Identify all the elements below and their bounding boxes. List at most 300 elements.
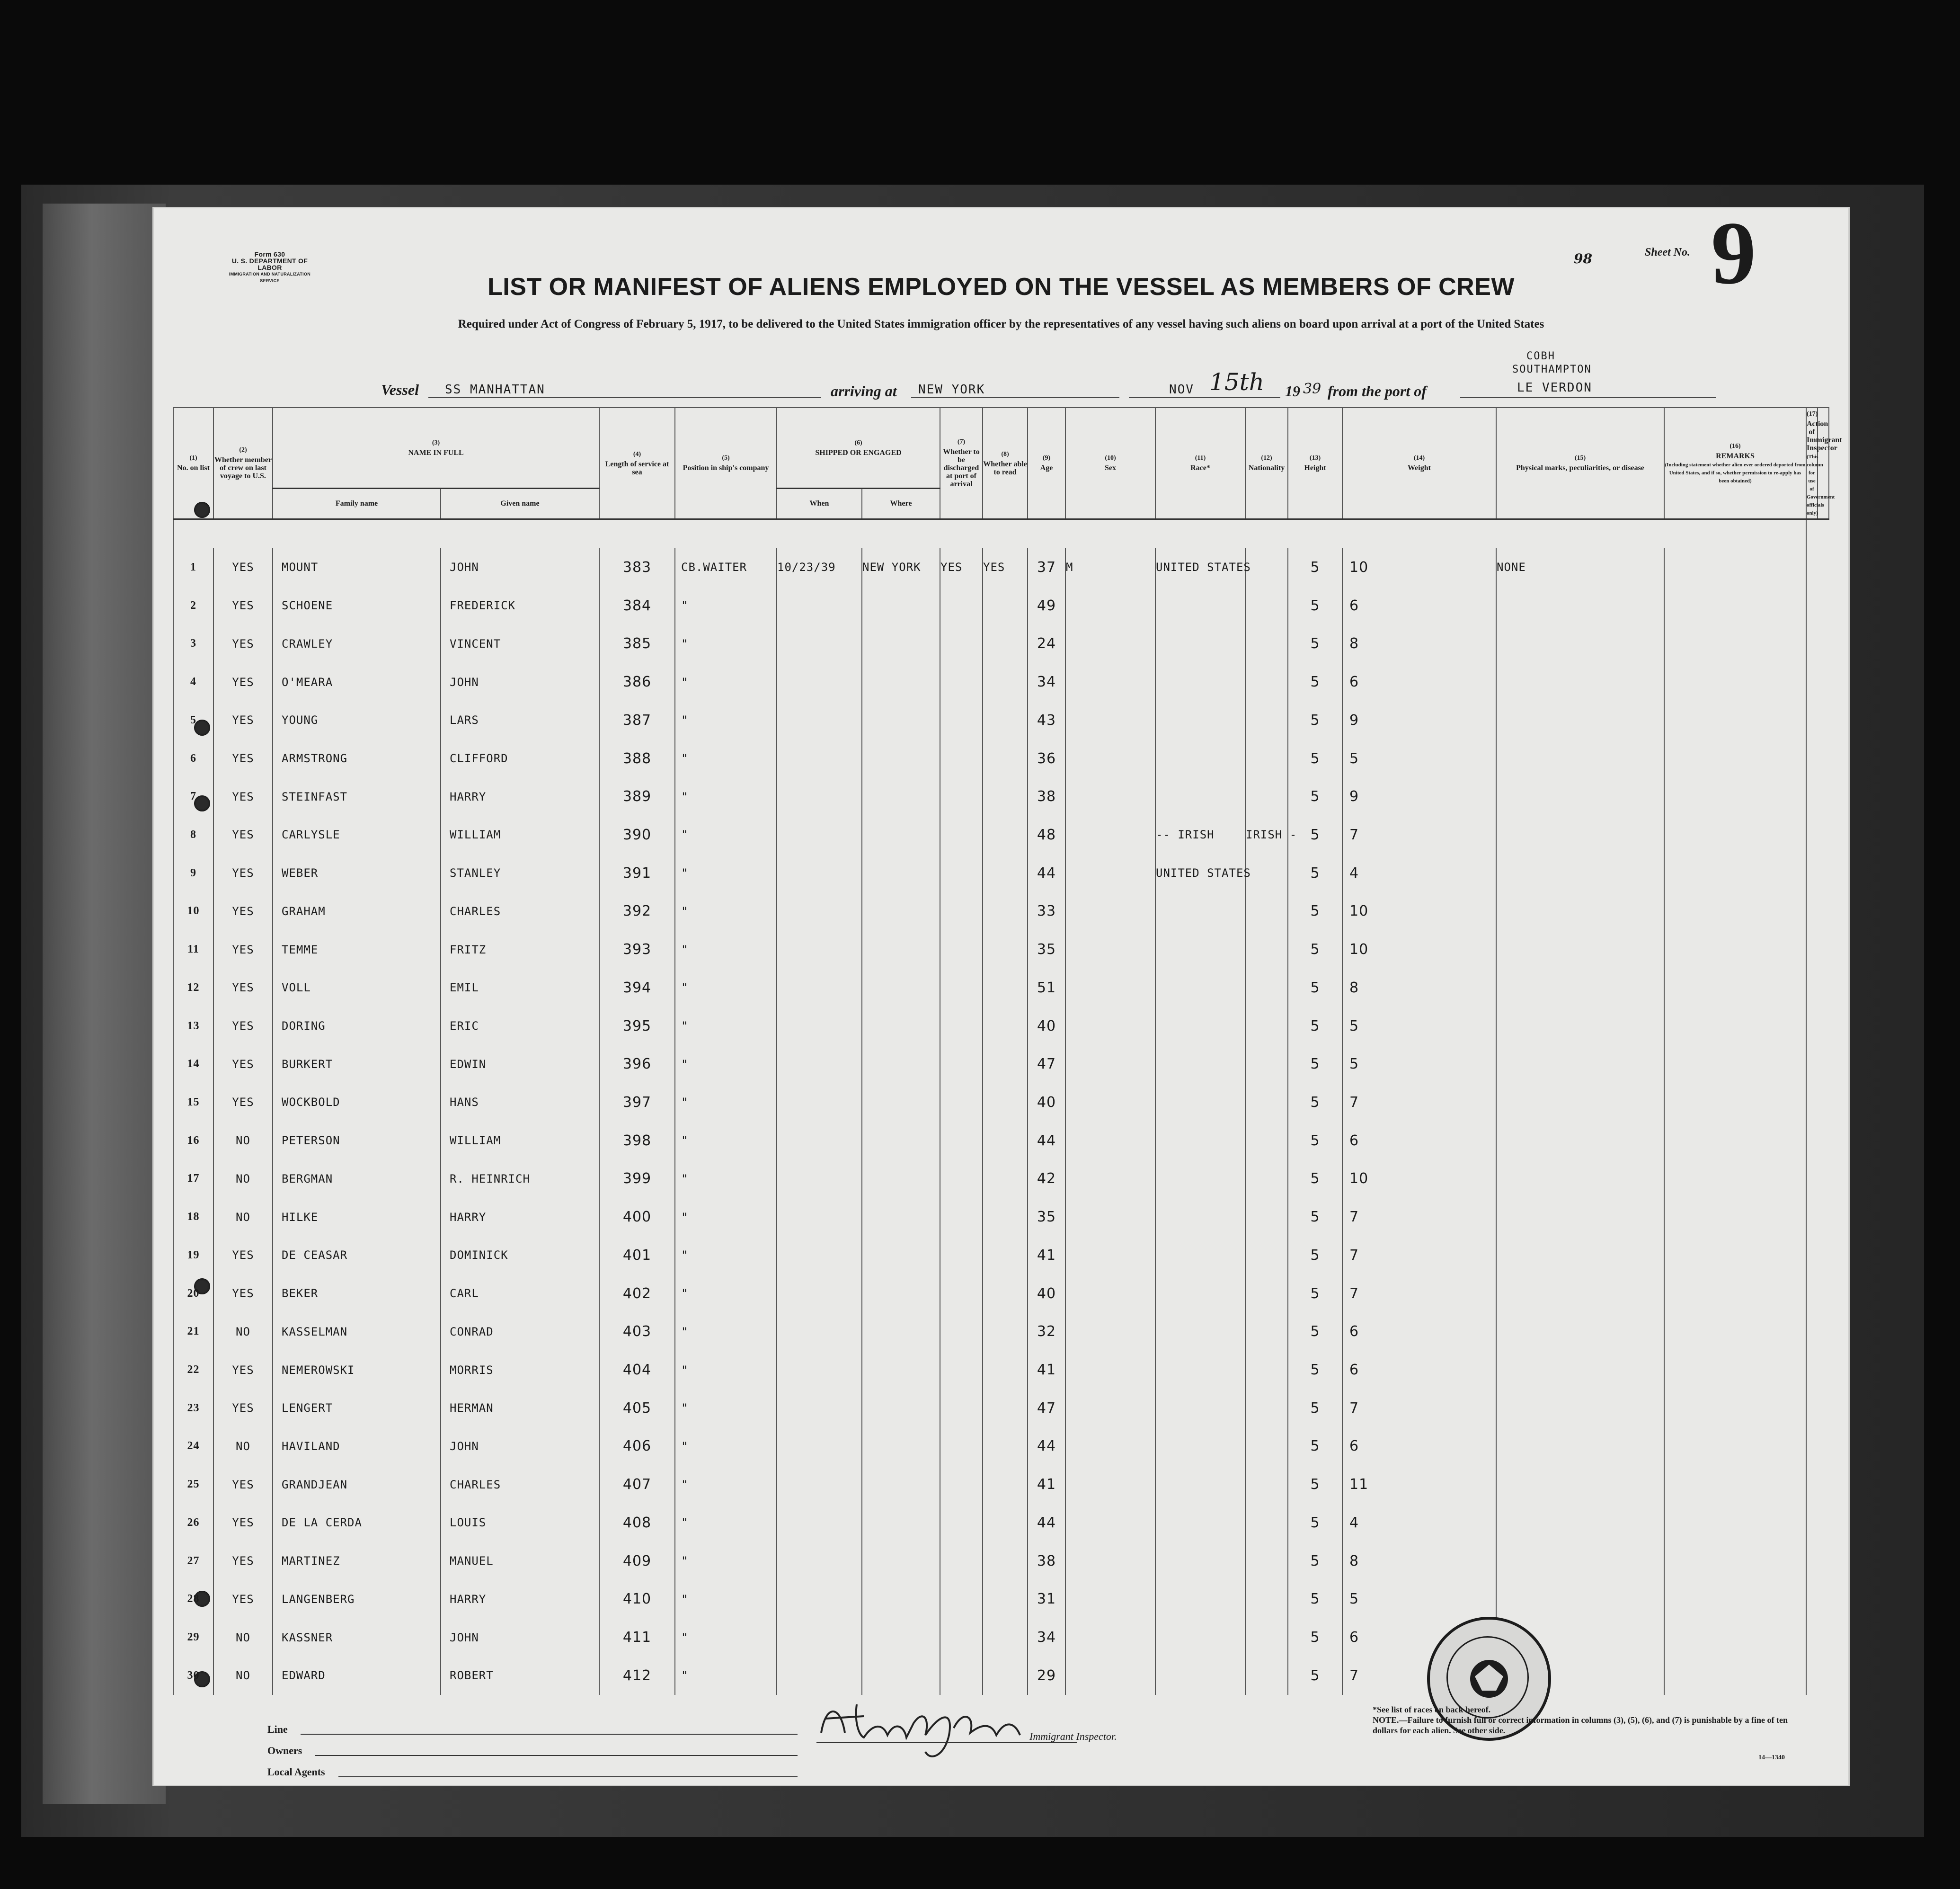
- position-cell: ": [675, 816, 777, 854]
- age-cell: 31: [1028, 1580, 1065, 1618]
- length-of-service-cell: 411: [599, 1618, 675, 1657]
- shipped-when-cell: [777, 1198, 862, 1236]
- family-name-cell: LENGERT: [273, 1389, 441, 1427]
- vessel-label: Vessel: [381, 381, 419, 398]
- physical-marks-cell: [1496, 1007, 1664, 1045]
- remarks-cell: [1664, 1274, 1806, 1313]
- race-cell: [1155, 1657, 1245, 1695]
- physical-marks-cell: [1496, 1351, 1664, 1389]
- nationality-cell: [1245, 1122, 1288, 1160]
- race-cell: UNITED STATES: [1155, 548, 1245, 587]
- height-cell: 5: [1288, 624, 1342, 663]
- shipped-when-cell: [777, 930, 862, 969]
- crew-last-voyage-cell: YES: [213, 548, 273, 587]
- position-cell: ": [675, 1580, 777, 1618]
- length-of-service-cell: 393: [599, 930, 675, 969]
- age-cell: 40: [1028, 1083, 1065, 1122]
- remarks-cell: [1664, 1198, 1806, 1236]
- to-be-discharged-cell: [940, 701, 983, 740]
- able-to-read-cell: [983, 1274, 1028, 1313]
- to-be-discharged-cell: [940, 1312, 983, 1351]
- family-name-cell: HILKE: [273, 1198, 441, 1236]
- able-to-read-cell: [983, 663, 1028, 701]
- table-row: [173, 701, 1829, 740]
- nationality-cell: [1245, 1007, 1288, 1045]
- row-number-cell: 21: [173, 1312, 213, 1351]
- height-cell: 5: [1288, 1160, 1342, 1198]
- given-name-cell: JOHN: [441, 663, 599, 701]
- length-of-service-cell: 391: [599, 854, 675, 892]
- age-cell: 33: [1028, 892, 1065, 931]
- remarks-cell: [1664, 892, 1806, 931]
- shipped-where-cell: [862, 1007, 940, 1045]
- header-able-to-read: (8) Whether able to read: [983, 408, 1028, 519]
- vessel-underline: [428, 397, 821, 398]
- family-name-cell: VOLL: [273, 969, 441, 1007]
- shipped-where-cell: [862, 587, 940, 625]
- sex-cell: [1065, 1312, 1155, 1351]
- length-of-service-cell: 399: [599, 1160, 675, 1198]
- to-be-discharged-cell: [940, 1580, 983, 1618]
- header-family-name: Family name: [273, 488, 441, 519]
- able-to-read-cell: [983, 587, 1028, 625]
- physical-marks-cell: [1496, 854, 1664, 892]
- table-row: [173, 777, 1829, 816]
- able-to-read-cell: [983, 1198, 1028, 1236]
- sex-cell: [1065, 1427, 1155, 1466]
- race-cell: [1155, 969, 1245, 1007]
- shipped-when-cell: [777, 740, 862, 778]
- nationality-cell: [1245, 1312, 1288, 1351]
- to-be-discharged-cell: [940, 892, 983, 931]
- crew-last-voyage-cell: YES: [213, 1580, 273, 1618]
- crew-manifest-table: [173, 407, 1842, 1695]
- weight-cell: 4: [1342, 854, 1496, 892]
- height-cell: 5: [1288, 1389, 1342, 1427]
- family-name-cell: GRAHAM: [273, 892, 441, 931]
- weight-cell: 7: [1342, 816, 1496, 854]
- position-cell: ": [675, 1427, 777, 1466]
- race-cell: [1155, 1198, 1245, 1236]
- weight-cell: 5: [1342, 1045, 1496, 1083]
- from-port-label: from the port of: [1328, 383, 1427, 400]
- nationality-cell: [1245, 1274, 1288, 1313]
- sex-cell: [1065, 1504, 1155, 1542]
- shipped-where-cell: [862, 1160, 940, 1198]
- height-cell: 5: [1288, 1236, 1342, 1274]
- family-name-cell: DORING: [273, 1007, 441, 1045]
- able-to-read-cell: [983, 1351, 1028, 1389]
- able-to-read-cell: [983, 1580, 1028, 1618]
- row-number-cell: 2: [173, 587, 213, 625]
- to-be-discharged-cell: [940, 1045, 983, 1083]
- header-shipped-or-engaged: (6) SHIPPED OR ENGAGED: [777, 408, 940, 488]
- row-number-cell: 14: [173, 1045, 213, 1083]
- crew-last-voyage-cell: YES: [213, 1007, 273, 1045]
- given-name-cell: HANS: [441, 1083, 599, 1122]
- weight-cell: 8: [1342, 624, 1496, 663]
- given-name-cell: MANUEL: [441, 1542, 599, 1580]
- physical-marks-cell: [1496, 969, 1664, 1007]
- arrival-day: 15th: [1209, 368, 1264, 396]
- table-row: [173, 1122, 1829, 1160]
- remarks-cell: [1664, 1618, 1806, 1657]
- shipped-where-cell: [862, 740, 940, 778]
- position-cell: ": [675, 1236, 777, 1274]
- table-row: [173, 1580, 1829, 1618]
- given-name-cell: EMIL: [441, 969, 599, 1007]
- crew-last-voyage-cell: YES: [213, 1351, 273, 1389]
- shipped-when-cell: [777, 1657, 862, 1695]
- given-name-cell: R. HEINRICH: [441, 1160, 599, 1198]
- family-name-cell: DE LA CERDA: [273, 1504, 441, 1542]
- weight-cell: 6: [1342, 1122, 1496, 1160]
- height-cell: 5: [1288, 777, 1342, 816]
- length-of-service-cell: 392: [599, 892, 675, 931]
- able-to-read-cell: [983, 1427, 1028, 1466]
- remarks-cell: [1664, 1160, 1806, 1198]
- shipped-when-cell: [777, 1083, 862, 1122]
- to-be-discharged-cell: [940, 1504, 983, 1542]
- position-cell: ": [675, 1465, 777, 1504]
- race-cell: [1155, 1465, 1245, 1504]
- weight-cell: 7: [1342, 1389, 1496, 1427]
- shipped-where-cell: NEW YORK: [862, 548, 940, 587]
- shipped-when-cell: [777, 1465, 862, 1504]
- sheet-label: Sheet No.: [1645, 246, 1690, 258]
- able-to-read-cell: [983, 1007, 1028, 1045]
- row-number-cell: 1: [173, 548, 213, 587]
- remarks-cell: [1664, 548, 1806, 587]
- crew-last-voyage-cell: YES: [213, 816, 273, 854]
- shipped-where-cell: [862, 1580, 940, 1618]
- table-row: [173, 816, 1829, 854]
- race-cell: [1155, 1389, 1245, 1427]
- nationality-cell: [1245, 1580, 1288, 1618]
- to-be-discharged-cell: [940, 930, 983, 969]
- table-row: [173, 740, 1829, 778]
- age-cell: 51: [1028, 969, 1065, 1007]
- age-cell: 44: [1028, 1122, 1065, 1160]
- header-crew-last-voyage: (2) Whether member of crew on last voyage to U.S.: [213, 408, 273, 519]
- row-number-cell: 13: [173, 1007, 213, 1045]
- row-number-cell: 10: [173, 892, 213, 931]
- physical-marks-cell: [1496, 1198, 1664, 1236]
- position-cell: ": [675, 777, 777, 816]
- nationality-cell: [1245, 548, 1288, 587]
- remarks-cell: [1664, 1465, 1806, 1504]
- shipped-when-cell: [777, 1007, 862, 1045]
- shipped-when-cell: [777, 1045, 862, 1083]
- remarks-cell: [1664, 1007, 1806, 1045]
- position-cell: ": [675, 740, 777, 778]
- age-cell: 44: [1028, 1427, 1065, 1466]
- shipped-when-cell: [777, 777, 862, 816]
- family-name-cell: STEINFAST: [273, 777, 441, 816]
- able-to-read-cell: [983, 930, 1028, 969]
- shipped-where-cell: [862, 892, 940, 931]
- sex-cell: [1065, 777, 1155, 816]
- to-be-discharged-cell: [940, 1122, 983, 1160]
- remarks-cell: [1664, 663, 1806, 701]
- remarks-cell: [1664, 1427, 1806, 1466]
- shipped-where-cell: [862, 1351, 940, 1389]
- document-subtitle: Required under Act of Congress of February 5, 1917, to be delivered to the United States immigration officer by the representatives of any vessel having such aliens on board upon arrival at a port of the United States: [458, 318, 1544, 330]
- row-number-cell: 26: [173, 1504, 213, 1542]
- physical-marks-cell: [1496, 1312, 1664, 1351]
- race-cell: [1155, 701, 1245, 740]
- able-to-read-cell: [983, 1542, 1028, 1580]
- family-name-cell: ARMSTRONG: [273, 740, 441, 778]
- weight-cell: 5: [1342, 1580, 1496, 1618]
- age-cell: 43: [1028, 701, 1065, 740]
- physical-marks-cell: [1496, 1580, 1664, 1618]
- weight-cell: 10: [1342, 548, 1496, 587]
- age-cell: 44: [1028, 854, 1065, 892]
- position-cell: ": [675, 1122, 777, 1160]
- line-label: Line: [267, 1723, 288, 1735]
- nationality-cell: [1245, 1351, 1288, 1389]
- able-to-read-cell: [983, 624, 1028, 663]
- nationality-cell: [1245, 1657, 1288, 1695]
- height-cell: 5: [1288, 701, 1342, 740]
- able-to-read-cell: [983, 854, 1028, 892]
- row-number-cell: 5: [173, 701, 213, 740]
- table-row: [173, 1160, 1829, 1198]
- position-cell: ": [675, 663, 777, 701]
- race-cell: UNITED STATES: [1155, 854, 1245, 892]
- length-of-service-cell: 387: [599, 701, 675, 740]
- position-cell: ": [675, 1389, 777, 1427]
- length-of-service-cell: 406: [599, 1427, 675, 1466]
- remarks-cell: [1664, 1122, 1806, 1160]
- shipped-when-cell: [777, 701, 862, 740]
- shipped-when-cell: [777, 1427, 862, 1466]
- sheet-number: 9: [1711, 204, 1756, 303]
- length-of-service-cell: 404: [599, 1351, 675, 1389]
- position-cell: CB.WAITER: [675, 548, 777, 587]
- given-name-cell: MORRIS: [441, 1351, 599, 1389]
- table-row: [173, 587, 1829, 625]
- age-cell: 40: [1028, 1274, 1065, 1313]
- to-be-discharged-cell: [940, 1236, 983, 1274]
- owners-underline: [315, 1755, 798, 1756]
- nationality-cell: [1245, 1160, 1288, 1198]
- physical-marks-cell: [1496, 930, 1664, 969]
- physical-marks-cell: [1496, 740, 1664, 778]
- weight-cell: 6: [1342, 1312, 1496, 1351]
- to-be-discharged-cell: YES: [940, 548, 983, 587]
- sex-cell: [1065, 663, 1155, 701]
- shipped-where-cell: [862, 930, 940, 969]
- table-row: [173, 1657, 1829, 1695]
- row-number-cell: 30: [173, 1657, 213, 1695]
- shipped-where-cell: [862, 1504, 940, 1542]
- race-cell: [1155, 892, 1245, 931]
- inspector-label: Immigrant Inspector.: [1029, 1730, 1117, 1742]
- shipped-where-cell: [862, 854, 940, 892]
- family-name-cell: O'MEARA: [273, 663, 441, 701]
- age-cell: 29: [1028, 1657, 1065, 1695]
- race-cell: [1155, 1083, 1245, 1122]
- crew-last-voyage-cell: NO: [213, 1160, 273, 1198]
- race-cell: [1155, 740, 1245, 778]
- shipped-when-cell: [777, 816, 862, 854]
- age-cell: 37: [1028, 548, 1065, 587]
- physical-marks-cell: [1496, 1122, 1664, 1160]
- crew-last-voyage-cell: YES: [213, 777, 273, 816]
- vessel-name: SS MANHATTAN: [445, 383, 545, 397]
- table-row: [173, 1312, 1829, 1351]
- sex-cell: M: [1065, 548, 1155, 587]
- to-be-discharged-cell: [940, 1465, 983, 1504]
- shipped-where-cell: [862, 701, 940, 740]
- position-cell: ": [675, 930, 777, 969]
- weight-cell: 9: [1342, 777, 1496, 816]
- shipped-where-cell: [862, 1045, 940, 1083]
- physical-marks-cell: [1496, 624, 1664, 663]
- height-cell: 5: [1288, 1274, 1342, 1313]
- sex-cell: [1065, 701, 1155, 740]
- crew-last-voyage-cell: YES: [213, 1389, 273, 1427]
- department-name: U. S. DEPARTMENT OF LABOR: [231, 257, 308, 271]
- arriving-underline: [911, 397, 1119, 398]
- port-of-departure-1: COBH: [1526, 350, 1555, 362]
- sex-cell: [1065, 624, 1155, 663]
- age-cell: 34: [1028, 663, 1065, 701]
- family-name-cell: KASSELMAN: [273, 1312, 441, 1351]
- height-cell: 5: [1288, 1351, 1342, 1389]
- shipped-where-cell: [862, 1465, 940, 1504]
- race-cell: [1155, 1045, 1245, 1083]
- family-name-cell: LANGENBERG: [273, 1580, 441, 1618]
- length-of-service-cell: 401: [599, 1236, 675, 1274]
- table-row: [173, 1542, 1829, 1580]
- given-name-cell: EDWIN: [441, 1045, 599, 1083]
- sex-cell: [1065, 1122, 1155, 1160]
- to-be-discharged-cell: [940, 1007, 983, 1045]
- physical-marks-cell: [1496, 663, 1664, 701]
- crew-last-voyage-cell: YES: [213, 701, 273, 740]
- family-name-cell: BERGMAN: [273, 1160, 441, 1198]
- remarks-cell: [1664, 1657, 1806, 1695]
- length-of-service-cell: 410: [599, 1580, 675, 1618]
- weight-cell: 8: [1342, 1542, 1496, 1580]
- height-cell: 5: [1288, 1198, 1342, 1236]
- crew-last-voyage-cell: YES: [213, 624, 273, 663]
- nationality-cell: [1245, 854, 1288, 892]
- remarks-cell: [1664, 777, 1806, 816]
- height-cell: 5: [1288, 1122, 1342, 1160]
- local-agents-underline: [338, 1776, 798, 1777]
- weight-cell: 6: [1342, 1618, 1496, 1657]
- shipped-when-cell: [777, 1618, 862, 1657]
- table-row: [173, 1427, 1829, 1466]
- able-to-read-cell: [983, 777, 1028, 816]
- crew-last-voyage-cell: YES: [213, 1236, 273, 1274]
- able-to-read-cell: [983, 1504, 1028, 1542]
- weight-cell: 10: [1342, 930, 1496, 969]
- to-be-discharged-cell: [940, 740, 983, 778]
- header-when: When: [777, 488, 862, 519]
- shipped-when-cell: [777, 1351, 862, 1389]
- shipped-when-cell: [777, 587, 862, 625]
- row-number-cell: 23: [173, 1389, 213, 1427]
- position-cell: ": [675, 1542, 777, 1580]
- owners-label: Owners: [267, 1745, 302, 1756]
- nationality-cell: [1245, 1504, 1288, 1542]
- height-cell: 5: [1288, 930, 1342, 969]
- sex-cell: [1065, 1236, 1155, 1274]
- able-to-read-cell: [983, 1083, 1028, 1122]
- sex-cell: [1065, 1465, 1155, 1504]
- crew-last-voyage-cell: YES: [213, 1274, 273, 1313]
- family-name-cell: WEBER: [273, 854, 441, 892]
- nationality-cell: [1245, 1198, 1288, 1236]
- length-of-service-cell: 400: [599, 1198, 675, 1236]
- row-number-cell: 12: [173, 969, 213, 1007]
- sex-cell: [1065, 816, 1155, 854]
- family-name-cell: MOUNT: [273, 548, 441, 587]
- length-of-service-cell: 388: [599, 740, 675, 778]
- row-number-cell: 24: [173, 1427, 213, 1466]
- physical-marks-cell: [1496, 1160, 1664, 1198]
- shipped-when-cell: [777, 1542, 862, 1580]
- row-number-cell: 27: [173, 1542, 213, 1580]
- length-of-service-cell: 390: [599, 816, 675, 854]
- family-name-cell: GRANDJEAN: [273, 1465, 441, 1504]
- shipped-where-cell: [862, 1427, 940, 1466]
- inspector-signature: [812, 1690, 1039, 1768]
- header-where: Where: [862, 488, 940, 519]
- race-cell: -- IRISH: [1155, 816, 1245, 854]
- nationality-cell: [1245, 701, 1288, 740]
- weight-cell: 10: [1342, 892, 1496, 931]
- table-row: [173, 1465, 1829, 1504]
- nationality-cell: [1245, 1083, 1288, 1122]
- shipped-where-cell: [862, 1618, 940, 1657]
- page-code: 98: [1574, 251, 1592, 267]
- remarks-cell: [1664, 1351, 1806, 1389]
- table-row: [173, 1045, 1829, 1083]
- weight-cell: 7: [1342, 1274, 1496, 1313]
- shipped-when-cell: [777, 1312, 862, 1351]
- length-of-service-cell: 384: [599, 587, 675, 625]
- form-notes: [1373, 1704, 1799, 1736]
- header-nationality: (12) Nationality: [1245, 408, 1288, 519]
- weight-cell: 6: [1342, 663, 1496, 701]
- family-name-cell: YOUNG: [273, 701, 441, 740]
- shipped-where-cell: [862, 663, 940, 701]
- remarks-cell: [1664, 1580, 1806, 1618]
- crew-last-voyage-cell: NO: [213, 1427, 273, 1466]
- position-cell: ": [675, 1618, 777, 1657]
- row-number-cell: 22: [173, 1351, 213, 1389]
- remarks-cell: [1664, 816, 1806, 854]
- weight-cell: 5: [1342, 740, 1496, 778]
- age-cell: 49: [1028, 587, 1065, 625]
- age-cell: 41: [1028, 1236, 1065, 1274]
- age-cell: 48: [1028, 816, 1065, 854]
- nationality-cell: [1245, 930, 1288, 969]
- physical-marks-cell: [1496, 816, 1664, 854]
- position-cell: ": [675, 892, 777, 931]
- weight-cell: 11: [1342, 1465, 1496, 1504]
- crew-last-voyage-cell: YES: [213, 930, 273, 969]
- shipped-when-cell: [777, 969, 862, 1007]
- able-to-read-cell: [983, 1657, 1028, 1695]
- nationality-cell: [1245, 1389, 1288, 1427]
